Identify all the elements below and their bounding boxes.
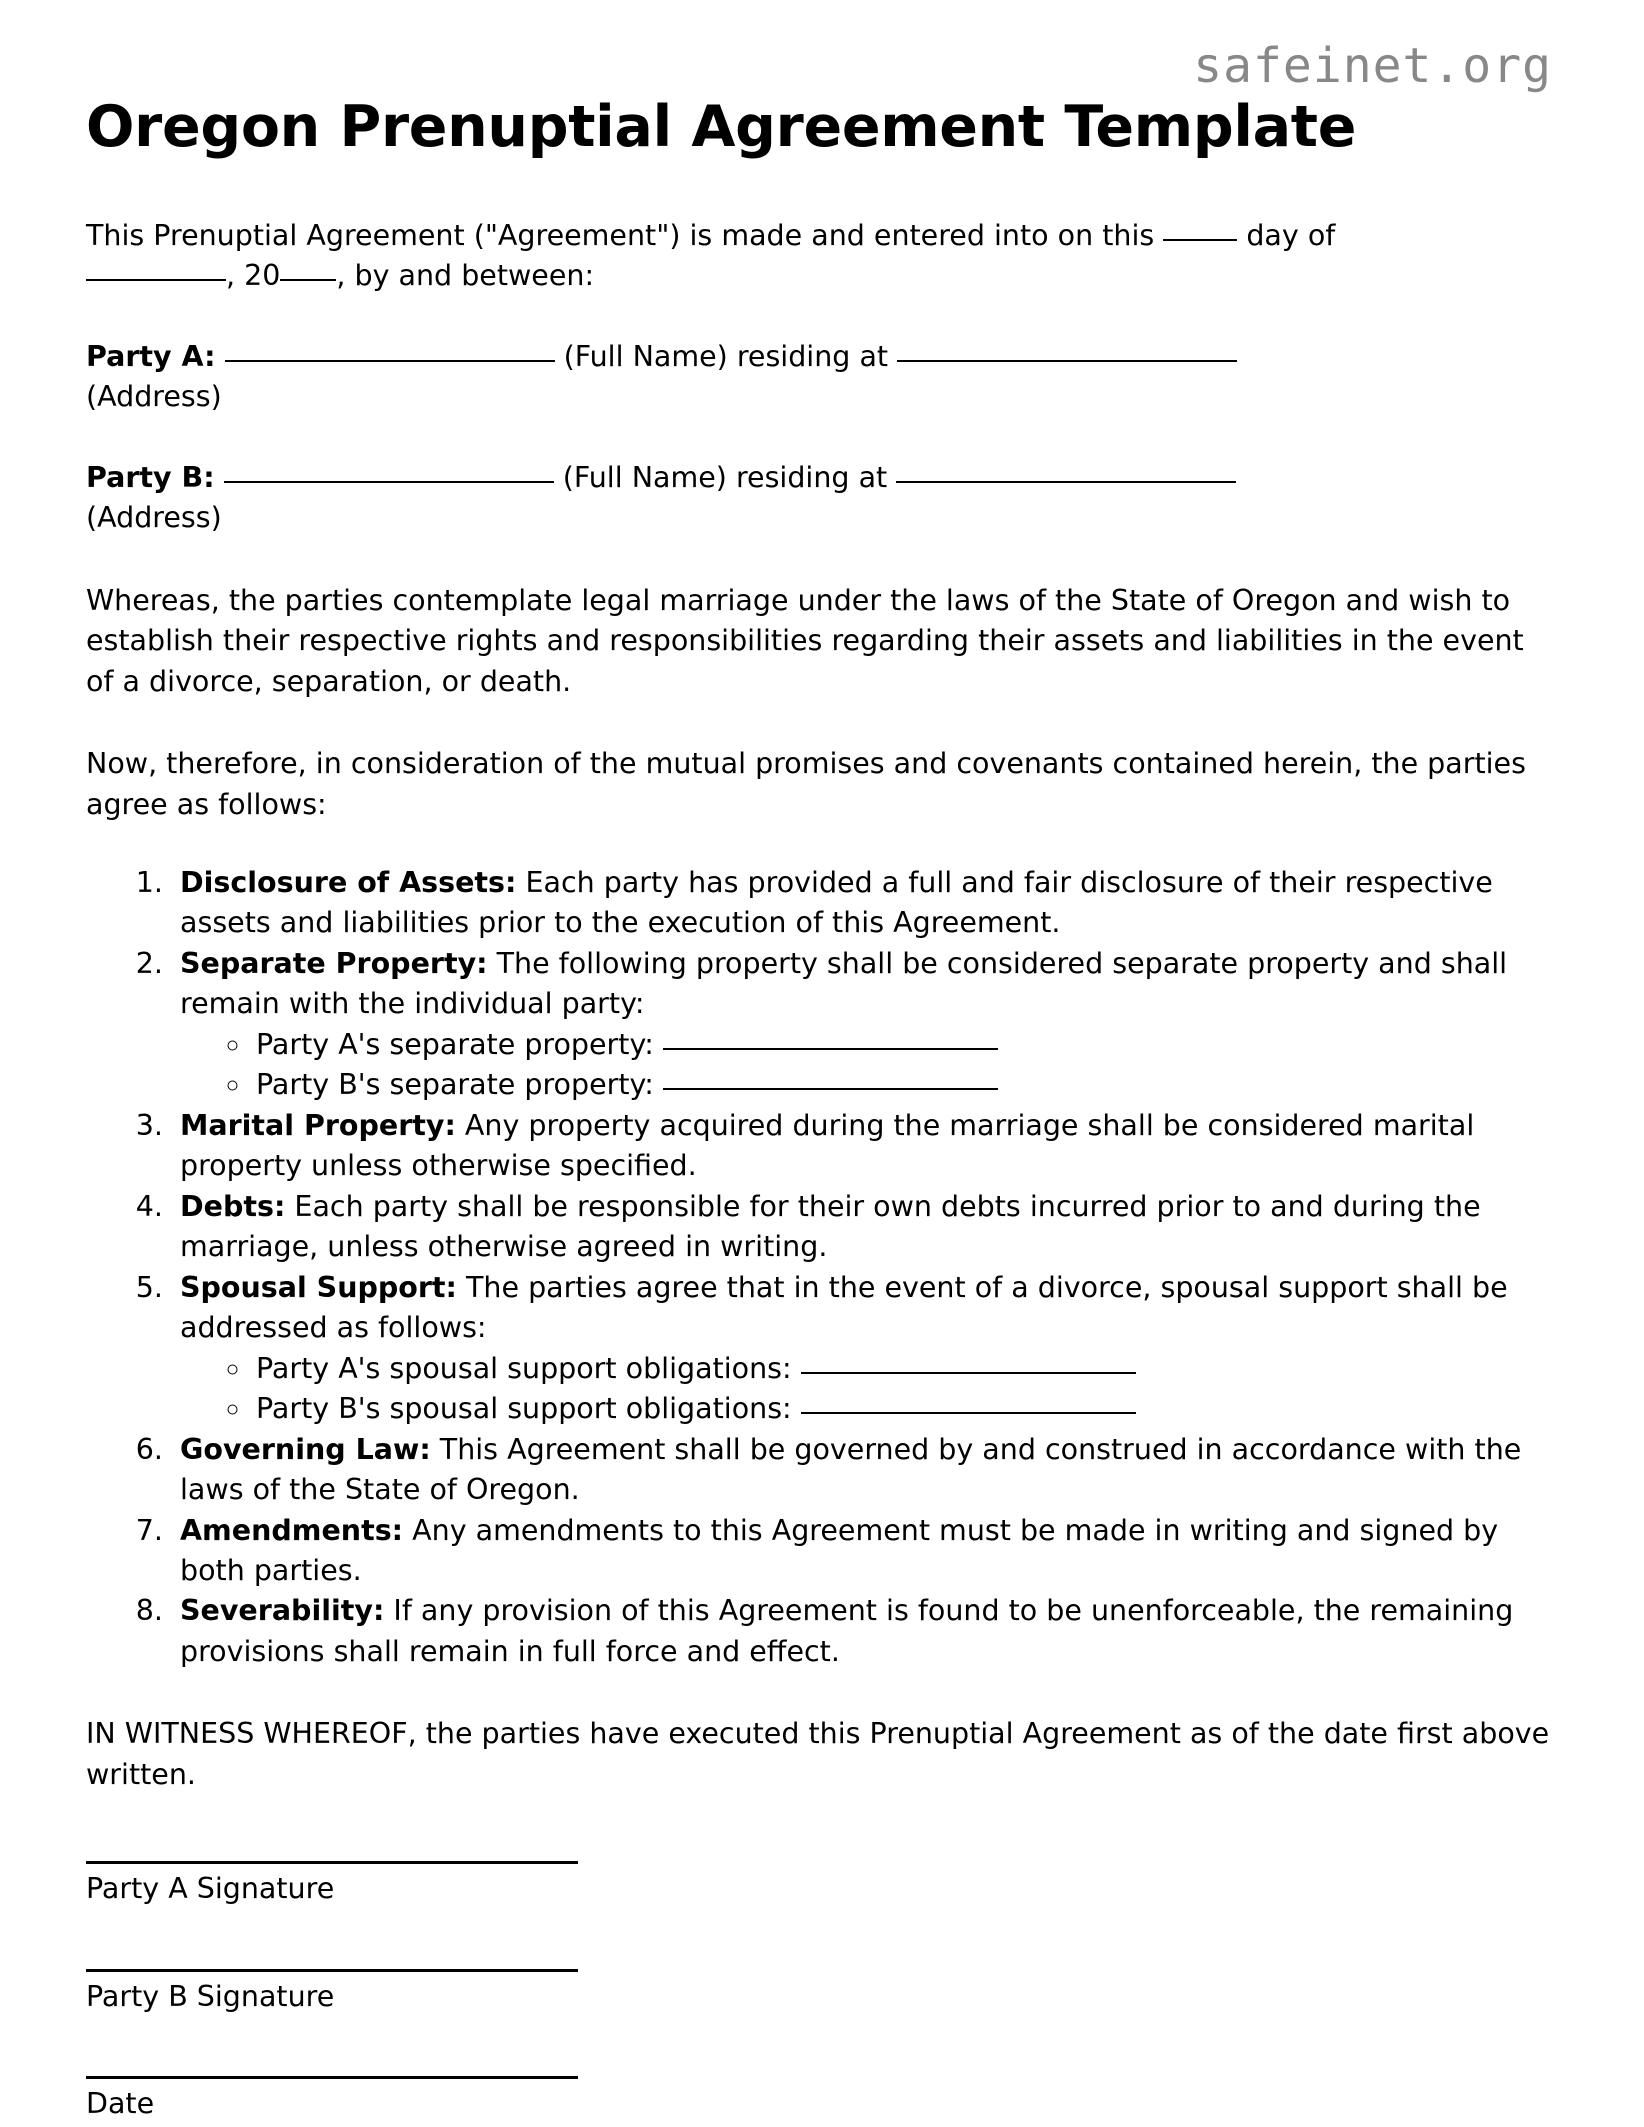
list-item — [252, 1025, 1558, 1065]
term-text: Any property acquired during the marriage shall be considered marital property unless otherwise specified. — [180, 1108, 1475, 1183]
term-text: Each party shall be responsible for their own debts incurred prior to and during the marriage, unless otherwise agreed in writing. — [180, 1189, 1481, 1264]
spacer — [86, 702, 1558, 744]
site-watermark: safeinet.org — [1193, 38, 1552, 94]
month-blank-field[interactable] — [86, 279, 226, 281]
intro-line1-text: This Prenuptial Agreement ("Agreement") is made and entered into on this — [86, 218, 1155, 252]
spacer — [86, 158, 1558, 216]
day-blank-field[interactable] — [1163, 239, 1237, 241]
sub-label: Party A's spousal support obligations: — [256, 1351, 792, 1385]
party-b-separate-property-field[interactable] — [663, 1088, 998, 1090]
party-b-address-field[interactable] — [896, 481, 1236, 483]
intro-paragraph — [86, 216, 1558, 297]
term-heading: Separate Property: — [180, 946, 488, 980]
term-text: If any provision of this Agreement is found to be unenforceable, the remaining provisions shall remain in full force and effect. — [180, 1594, 1514, 1668]
sub-label: Party B's spousal support obligations: — [256, 1392, 792, 1426]
term-item-5 — [172, 1268, 1558, 1430]
party-b-name-field[interactable] — [224, 481, 554, 483]
term-text: The following property shall be considered separate property and shall remain with the individual party: — [180, 946, 1508, 1021]
document-body — [86, 0, 1558, 2124]
party-a-label: Party A: — [86, 339, 216, 373]
term-item-3 — [172, 1106, 1558, 1187]
now-therefore-paragraph: Now, therefore, in consideration of the mutual promises and covenants contained herein, the parties agree as follows: — [86, 747, 1526, 821]
whereas-paragraph: Whereas, the parties contemplate legal marriage under the laws of the State of Oregon and wish to establish their respective rights and responsibilities regarding their assets and liabilities in the event of a divorce, separation, or death. — [86, 583, 1524, 698]
spacer — [86, 825, 1558, 863]
spousal-support-sublist — [180, 1349, 1558, 1430]
term-text: Any amendments to this Agreement must be made in writing and signed by both parties. — [180, 1513, 1499, 1587]
party-b-row — [86, 458, 1558, 539]
party-b-name-caption: (Full Name) residing at — [562, 460, 888, 494]
term-heading: Amendments: — [180, 1513, 404, 1547]
list-item — [252, 1065, 1558, 1105]
page-title: Oregon Prenuptial Agreement Template — [86, 94, 1357, 160]
term-heading: Governing Law: — [180, 1432, 431, 1466]
party-a-signature-label: Party A Signature — [86, 1872, 335, 1906]
sub-label: Party B's separate property: — [256, 1068, 654, 1102]
terms-list — [86, 863, 1558, 1672]
spacer — [86, 539, 1558, 581]
spacer — [86, 1795, 1558, 1861]
list-item — [252, 1389, 1558, 1429]
date-line[interactable] — [86, 2076, 578, 2079]
party-b-signature-label: Party B Signature — [86, 1979, 335, 2013]
term-item-6 — [172, 1430, 1558, 1511]
year-blank-field[interactable] — [280, 279, 336, 281]
date-label: Date — [86, 2087, 155, 2121]
term-text: The parties agree that in the event of a divorce, spousal support shall be addressed as follows: — [180, 1270, 1508, 1345]
party-a-separate-property-field[interactable] — [663, 1048, 998, 1050]
term-heading: Marital Property: — [180, 1108, 456, 1142]
party-b-address-caption: (Address) — [86, 501, 222, 535]
intro-day-label: day of — [1246, 218, 1336, 252]
term-heading: Disclosure of Assets: — [180, 866, 517, 899]
party-a-row — [86, 337, 1558, 418]
party-b-label: Party B: — [86, 460, 215, 494]
term-heading: Spousal Support: — [180, 1270, 457, 1304]
witness-paragraph: IN WITNESS WHEREOF, the parties have executed this Prenuptial Agreement as of the date first above written. — [86, 1717, 1550, 1791]
party-a-signature-line[interactable] — [86, 1861, 578, 1864]
party-b-spousal-support-field[interactable] — [801, 1412, 1136, 1414]
party-b-signature-line[interactable] — [86, 1969, 578, 1972]
party-a-name-caption: (Full Name) residing at — [563, 339, 889, 373]
term-heading: Debts: — [180, 1189, 286, 1223]
separate-property-sublist — [180, 1025, 1558, 1106]
term-text: Each party has provided a full and fair disclosure of their respective assets and liabilities prior to the execution of this Agreement. — [180, 866, 1493, 940]
sub-label: Party A's separate property: — [256, 1027, 654, 1061]
party-a-address-field[interactable] — [897, 360, 1237, 362]
term-item-1 — [172, 863, 1558, 944]
term-text: This Agreement shall be governed by and construed in accordance with the laws of the State of Oregon. — [180, 1432, 1522, 1507]
signature-block — [86, 1861, 1558, 2123]
term-item-2 — [172, 944, 1558, 1106]
spacer — [86, 297, 1558, 337]
term-item-4 — [172, 1187, 1558, 1268]
intro-line2-suffix: , by and between: — [336, 259, 595, 293]
term-item-8 — [172, 1591, 1558, 1672]
spacer — [86, 418, 1558, 458]
term-item-7 — [172, 1511, 1558, 1592]
list-item — [252, 1349, 1558, 1389]
spacer — [86, 1672, 1558, 1714]
term-heading: Severability: — [180, 1594, 385, 1628]
party-a-name-field[interactable] — [225, 360, 555, 362]
spacer — [86, 2016, 1558, 2076]
party-a-spousal-support-field[interactable] — [801, 1372, 1136, 1374]
intro-year-prefix: , 20 — [226, 259, 281, 293]
party-a-address-caption: (Address) — [86, 380, 222, 414]
spacer — [86, 1909, 1558, 1969]
